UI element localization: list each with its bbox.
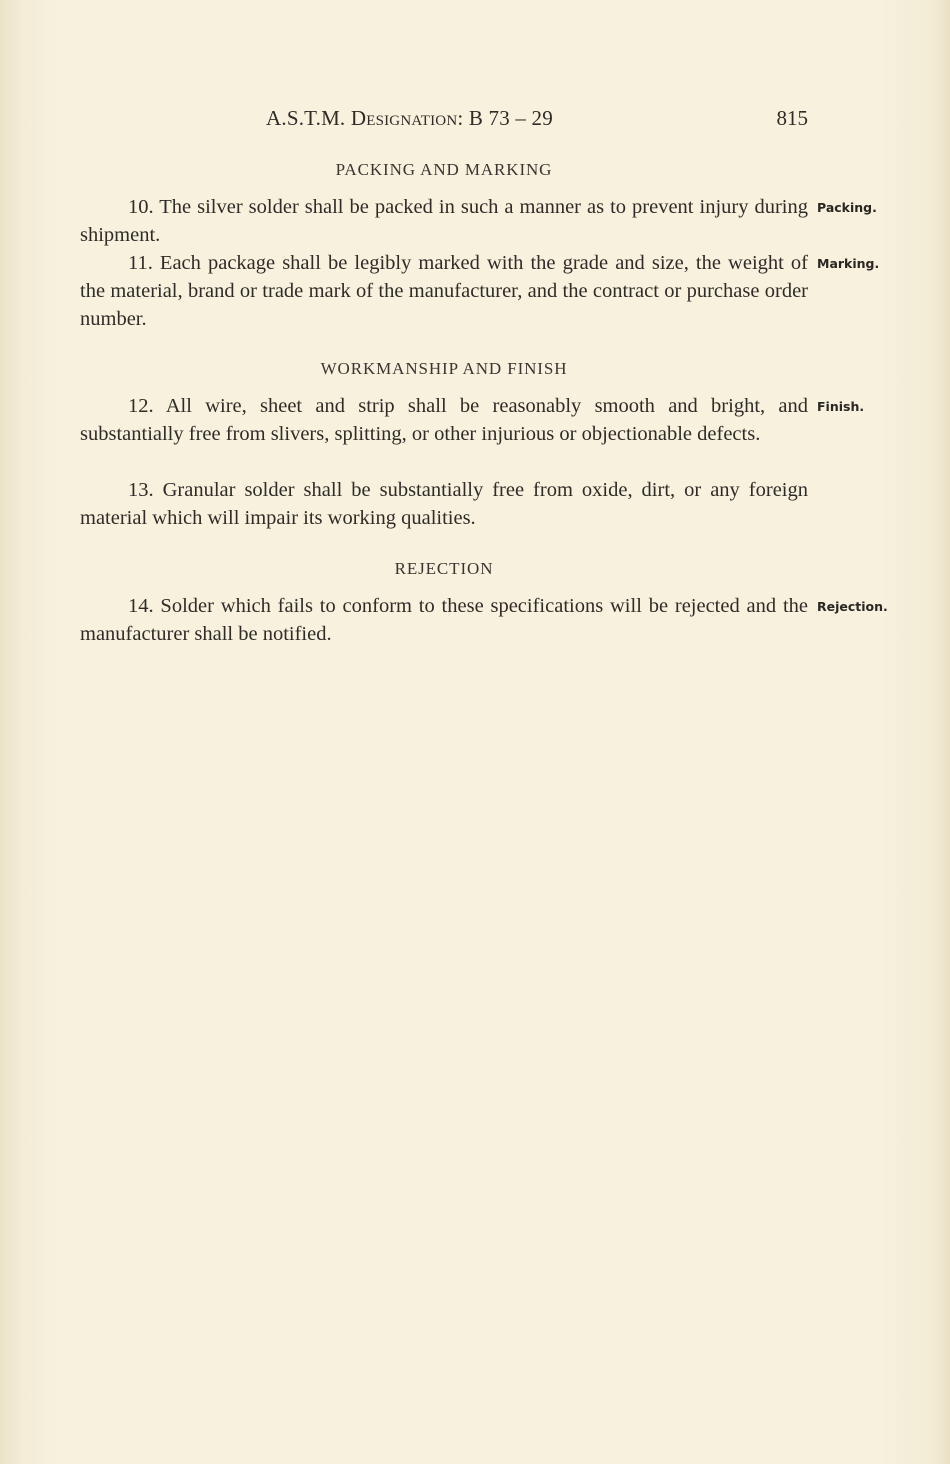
section-heading-rejection: REJECTION	[394, 559, 494, 578]
paragraph-13: 13. Granular solder shall be substantially free from oxide, dirt, or any foreign material which will impair its working qualities.	[80, 479, 808, 529]
margin-note-finish: Finish.	[817, 399, 865, 414]
section-heading-workmanship-and-finish: WORKMANSHIP AND FINISH	[320, 359, 568, 378]
margin-note-rejection: Rejection.	[817, 599, 888, 614]
margin-note-marking: Marking.	[817, 256, 880, 271]
paragraph-14: 14. Solder which fails to conform to these specifications will be rejected and the manufacturer shall be notified.	[80, 595, 808, 645]
paragraph-10: 10. The silver solder shall be packed in such a manner as to prevent injury during shipment.	[80, 196, 808, 246]
paragraph-12: 12. All wire, sheet and strip shall be reasonably smooth and bright, and substantially free from slivers, splitting, or other injurious or objectionable defects.	[80, 395, 808, 445]
running-header	[80, 106, 808, 136]
paragraph-11: 11. Each package shall be legibly marked with the grade and size, the weight of the material, brand or trade mark of the manufacturer, and the contract or purchase order number.	[80, 252, 808, 330]
running-title-prefix: A.S.T.M.	[266, 106, 351, 130]
running-title-designation: Designation	[350, 106, 458, 130]
section-heading-packing-and-marking: PACKING AND MARKING	[335, 160, 553, 179]
margin-note-packing: Packing.	[817, 200, 877, 215]
running-title	[266, 106, 553, 131]
running-title-suffix: : B 73 – 29	[457, 106, 553, 130]
page-number: 815	[776, 106, 808, 130]
